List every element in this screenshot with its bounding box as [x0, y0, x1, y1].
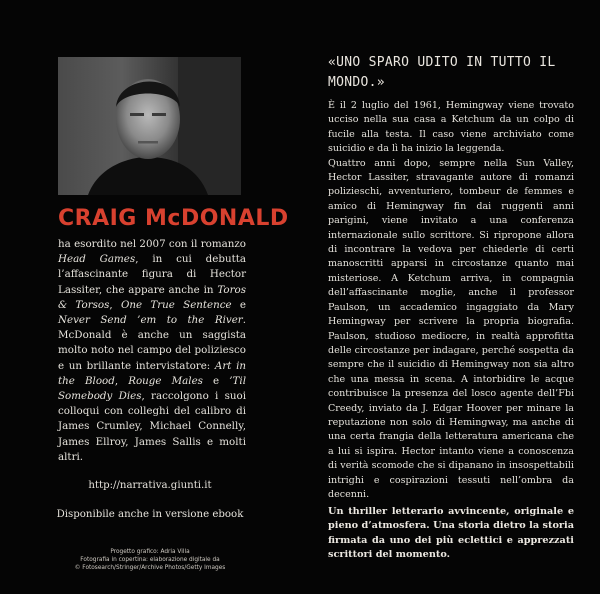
pull-quote: «UNO SPARO UDITO IN TUTTO IL MONDO.» [328, 55, 556, 90]
book-title: Toros & Torsos [58, 283, 246, 311]
synopsis-paragraph: Quattro anni dopo, sempre nella Sun Valley, Hector Lassiter, stravagante autore di romanzi polizieschi, avventuriero, tombeur de femmes e amico di Hemingway fin dai ruggenti anni parigini, viene invitato a una conferenza internazionale sullo scrittore. Si ripropone allora di incontrare la vedova per chiederle di certi manoscritti apparsi in circostanze quanto mai misteriose. A Ketchum arriva, in compagnia dell’affascinante moglie, anche il professor Paulson, un accademico ingaggiato da Mary Hemingway per scrivere la propria biografia. Paulson, studioso mediocre, in realtà approfitta delle circostanze per indagare, perché sospetta da sempre che il suicidio di Hemingway non sia altro che una messa in scena. A intorbidire le acque contribuisce la presenza del losco agente dell’Fbi Creedy, inviato da J. Edgar Hoover per minare la reputazione non solo di Hemingway, ma anche di una certa frangia della letteratura americana che a lui si ispira. Hector intanto viene a conoscenza di verità scomode che si dipanano in insospettabili intrighi e cospirazioni tessuti nell’ombra da decenni. [328, 157, 574, 500]
bio-text: e [231, 298, 247, 311]
synopsis [328, 99, 574, 502]
author-photo [58, 57, 241, 195]
book-title: Never Send ’em to the River [58, 314, 243, 327]
bio-text: , raccolgono i suoi colloqui con colleghi del calibro di James Crumley, Michael Connelly, James Ellroy, James Sallis e molti altri. [58, 390, 246, 463]
design-credit: Progetto grafico: Adria Villa [110, 549, 190, 555]
bio-text: , [114, 374, 129, 387]
publisher-website-link[interactable]: http://narrativa.giunti.it [88, 480, 212, 491]
bio-text: , in cui debutta l’affascinante figura di Hector Lassiter, che appare anche in [58, 253, 246, 296]
tagline: Un thriller letterario avvincente, originale e pieno d’atmosfera. Una storia dietro la storia firmata da uno dei più eclettici e apprezzati scrittori del momento. [328, 506, 574, 561]
cover-photo-credit: Fotografia in copertina: elaborazione digitale da [80, 557, 220, 563]
book-title: One True Sentence [120, 298, 232, 311]
book-title: ’Til Somebody Dies [58, 374, 246, 403]
bio-text: e [202, 374, 230, 387]
synopsis-paragraph: È il 2 luglio del 1961, Hemingway viene trovato ucciso nella sua casa a Ketchum da un colpo di fucile alla testa. Il caso viene archiviato come suicidio e da lì ha inizio la leggenda. [328, 100, 574, 155]
bio-text: , [109, 298, 121, 311]
cover-photo-source: © Fotosearch/Stringer/Archive Photos/Getty Images [74, 565, 226, 571]
book-title: Art in the Blood [58, 359, 246, 387]
bio-text: ha esordito nel 2007 con il romanzo [58, 238, 246, 250]
author-bio [58, 237, 246, 465]
credits [0, 548, 300, 572]
bio-text: . McDonald è anche un saggista molto noto nel campo del poliziesco e un brillante intervistatore: [58, 314, 246, 372]
ebook-note: Disponibile anche in versione ebook [56, 509, 244, 520]
author-name: CRAIG McDONALD [58, 206, 289, 231]
book-title: Head Games [58, 253, 136, 266]
book-title: Rouge Males [128, 374, 203, 387]
author-portrait-image [58, 57, 241, 195]
